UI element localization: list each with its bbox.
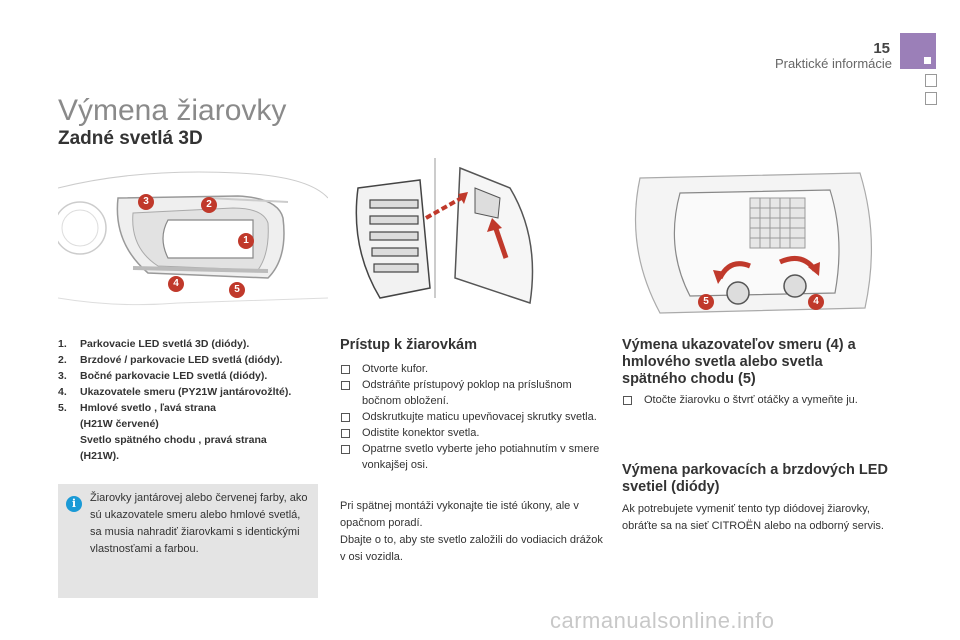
step-text: Opatrne svetlo vyberte jeho potiahnutím v smere vonkajšej osi. — [362, 443, 600, 471]
bulb-holder-illustration — [620, 158, 890, 328]
item-text: Parkovacie LED svetlá 3D (diódy). — [80, 338, 250, 350]
step-text: Odistite konektor svetla. — [362, 427, 480, 439]
step-text: Otočte žiarovku o štvrť otáčky a vymeňte ju. — [644, 394, 858, 406]
checkbox-icon — [341, 365, 350, 374]
indicators-heading: Výmena ukazovateľov smeru (4) a hmlového svetla alebo svetla spätného chodu (5) — [622, 337, 856, 387]
item-text: Ukazovatele smeru (PY21W jantárovožlté). — [80, 386, 292, 398]
tab-marker — [925, 92, 937, 105]
callout-2: 2 — [201, 197, 217, 213]
chapter-tab — [900, 33, 936, 69]
list-item — [622, 392, 890, 408]
list-item — [340, 377, 608, 409]
list-item — [340, 441, 608, 473]
info-icon: i — [66, 496, 82, 512]
info-text: Žiarovky jantárovej alebo červenej farby, ako sú ukazovatele smeru alebo hmlové svetlá, sa musia nahradiť žiarovkami s identickými vlastnosťami a farbou. — [90, 492, 308, 555]
step-text: Odstráňte prístupový poklop na príslušnom bočnom obložení. — [362, 379, 572, 407]
item-number: 5. — [58, 402, 67, 414]
item-text: Bočné parkovacie LED svetlá (diódy). — [80, 370, 268, 382]
item-number: 2. — [58, 354, 67, 366]
callout-4: 4 — [168, 276, 184, 292]
section-heading: Zadné svetlá 3D — [58, 128, 203, 149]
list-item — [58, 336, 328, 352]
page-number: 15 — [873, 40, 890, 57]
callout-1: 1 — [238, 233, 254, 249]
callout-5: 5 — [698, 294, 714, 310]
checkbox-icon — [341, 445, 350, 454]
list-item — [340, 425, 608, 441]
list-item — [58, 368, 328, 384]
list-item — [58, 384, 328, 400]
item-number: 1. — [58, 338, 67, 350]
rear-light-illustration — [58, 158, 328, 328]
page-title: Výmena žiarovky — [58, 94, 287, 127]
tab-marker — [925, 74, 937, 87]
watermark: carmanualsonline.info — [550, 608, 775, 633]
parts-list — [58, 336, 328, 464]
section-label: Praktické informácie — [774, 56, 892, 71]
access-heading: Prístup k žiarovkám — [340, 337, 477, 353]
access-steps — [340, 361, 608, 473]
item-text: Hmlové svetlo , ľavá strana (H21W červené) Svetlo spätného chodu , pravá strana (H21W). — [80, 402, 267, 462]
led-heading: Výmena parkovacích a brzdových LED svetiel (diódy) — [622, 462, 888, 495]
step-text: Otvorte kufor. — [362, 363, 429, 375]
list-item — [340, 361, 608, 377]
item-text: Brzdové / parkovacie LED svetlá (diódy). — [80, 354, 283, 366]
list-item — [340, 409, 608, 425]
callout-5: 5 — [229, 282, 245, 298]
list-item — [58, 352, 328, 368]
step-text: Odskrutkujte maticu upevňovacej skrutky svetla. — [362, 411, 597, 423]
callout-3: 3 — [138, 194, 154, 210]
checkbox-icon — [341, 381, 350, 390]
item-number: 3. — [58, 370, 67, 382]
light-removal-illustration — [340, 158, 550, 328]
list-item — [58, 400, 328, 464]
checkbox-icon — [623, 396, 632, 405]
checkbox-icon — [341, 413, 350, 422]
indicators-steps — [622, 392, 890, 408]
led-text: Ak potrebujete vymeniť tento typ diódovej žiarovky, obráťte sa na sieť CITROËN alebo na odborný servis. — [622, 503, 884, 532]
item-number: 4. — [58, 386, 67, 398]
reassembly-note: Pri spätnej montáži vykonajte tie isté úkony, ale v opačnom poradí. Dbajte o to, aby ste svetlo založili do vodiacich drážok v osi vozidla. — [340, 500, 603, 563]
callout-4: 4 — [808, 294, 824, 310]
checkbox-icon — [341, 429, 350, 438]
info-box — [58, 484, 318, 598]
